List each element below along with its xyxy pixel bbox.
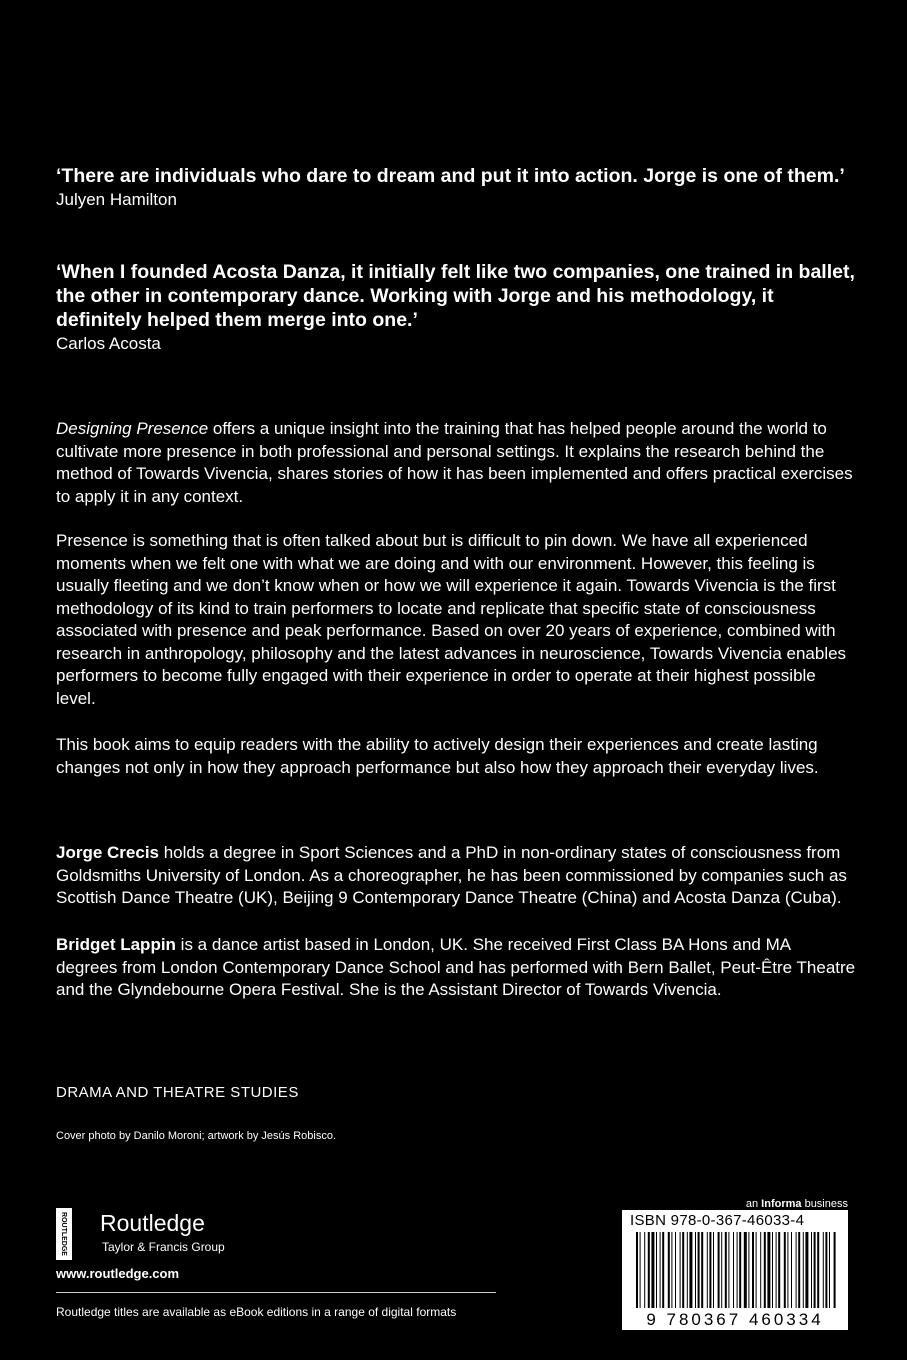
- barcode-bar: [784, 1232, 786, 1308]
- barcode-bar: [772, 1232, 773, 1308]
- barcode-bar: [744, 1232, 747, 1308]
- barcode-bar: [767, 1232, 770, 1308]
- author-bio-1: [56, 842, 856, 910]
- description-text: This book aims to equip readers with the ability to actively design their experiences and create lasting changes not only in how they approach performance but also how they approach their everyday lives.: [56, 735, 819, 777]
- barcode-bar: [687, 1232, 688, 1308]
- author-name: Bridget Lappin: [56, 935, 176, 954]
- barcode-bar: [739, 1232, 741, 1308]
- barcode-bar: [823, 1232, 824, 1308]
- barcode-bar: [817, 1232, 819, 1308]
- barcode-bar: [718, 1232, 720, 1308]
- cover-credit: Cover photo by Danilo Moroni; artwork by Jesús Robisco.: [56, 1130, 337, 1142]
- divider: [56, 1292, 496, 1293]
- barcode-bar: [756, 1232, 757, 1308]
- barcode-bar: [721, 1232, 722, 1308]
- barcode-bar: [725, 1232, 727, 1308]
- barcode-bar: [662, 1232, 664, 1308]
- barcode-digits: 9 780367 460334: [646, 1310, 824, 1329]
- barcode-bar: [748, 1232, 749, 1308]
- barcode-bar: [796, 1232, 797, 1308]
- routledge-vertical-mark-icon: [56, 1208, 72, 1260]
- barcode-bar: [682, 1232, 684, 1308]
- description-paragraph-3: [56, 734, 856, 779]
- barcode-bar: [791, 1232, 792, 1308]
- barcode-bar: [733, 1232, 734, 1308]
- informa-suffix: business: [801, 1198, 848, 1210]
- book-title: Designing Presence: [56, 419, 209, 438]
- isbn-barcode: [622, 1210, 848, 1330]
- barcode-bar: [811, 1232, 812, 1308]
- vertical-mark-text: ROUTLEDGE: [60, 1212, 68, 1256]
- author-bio-2: [56, 934, 856, 1002]
- barcode-bar: [648, 1232, 650, 1308]
- informa-tagline: [740, 1198, 848, 1210]
- barcode-bar: [640, 1232, 641, 1308]
- barcode-bar: [636, 1232, 638, 1308]
- quote-author: Carlos Acosta: [56, 334, 161, 353]
- barcode-bar: [651, 1232, 654, 1308]
- description-text: offers a unique insight into the training that has helped people around the world to cultivate more presence in both professional and personal settings. It explains the research behind the method of Towards Vivencia, shares stories of how it has been implemented and offers practical exercises to apply it in any context.: [56, 419, 853, 506]
- description-paragraph-2: [56, 530, 856, 710]
- quote-1: [56, 164, 856, 212]
- barcode-bar: [776, 1232, 777, 1308]
- informa-prefix: an: [745, 1198, 762, 1210]
- author-name: Jorge Crecis: [56, 843, 159, 862]
- barcode-bar: [787, 1232, 788, 1308]
- barcode-bar: [707, 1232, 708, 1308]
- ebook-note: Routledge titles are available as eBook editions in a range of digital formats: [56, 1305, 457, 1319]
- barcode-bar: [803, 1232, 804, 1308]
- barcode-bar: [689, 1232, 692, 1308]
- quote-2: [56, 260, 856, 356]
- barcode-bar: [760, 1232, 761, 1308]
- barcode-bar: [671, 1232, 672, 1308]
- barcode-bar: [660, 1232, 661, 1308]
- barcode-bar: [737, 1232, 738, 1308]
- author-bio-text: is a dance artist based in London, UK. She received First Class BA Hons and MA degrees from London Contemporary Dance School and has performed with Bern Ballet, Peut-Être Theatre and the Glyndebourne Opera Festival. She is the Assistant Director of Towards Vivencia.: [56, 935, 856, 999]
- quote-author: Julyen Hamilton: [56, 190, 177, 209]
- barcode-bar: [728, 1232, 729, 1308]
- barcode-bar: [675, 1232, 676, 1308]
- barcode-bar: [656, 1232, 657, 1308]
- barcode-bar: [814, 1232, 816, 1308]
- barcode-bar: [778, 1232, 780, 1308]
- routledge-logo: [56, 1208, 246, 1260]
- barcode-bar: [668, 1232, 670, 1308]
- barcode-bar: [752, 1232, 754, 1308]
- description-paragraph-1: [56, 418, 856, 508]
- barcode-bar: [713, 1232, 714, 1308]
- quote-text: ‘When I founded Acosta Danza, it initially felt like two companies, one trained in ballet, the other in contemporary dance. Working with Jorge and his methodology, it definitely helped them merge into one.’: [56, 261, 855, 331]
- barcode-bar: [644, 1232, 645, 1308]
- barcode-bar: [764, 1232, 766, 1308]
- quote-text: ‘There are individuals who dare to dream and put it into action. Jorge is one of them.’: [56, 165, 845, 187]
- publisher-website[interactable]: www.routledge.com: [56, 1266, 180, 1281]
- publisher-group: Taylor & Francis Group: [102, 1240, 225, 1254]
- informa-name: Informa: [761, 1198, 802, 1210]
- isbn-label: ISBN 978-0-367-46033-4: [630, 1212, 805, 1229]
- barcode-bar: [680, 1232, 681, 1308]
- barcode-bar: [709, 1232, 711, 1308]
- subject-category: DRAMA AND THEATRE STUDIES: [56, 1084, 299, 1101]
- barcode-bar: [695, 1232, 696, 1308]
- publisher-name: Routledge: [100, 1210, 205, 1236]
- barcode-bar: [829, 1232, 830, 1308]
- barcode-bar: [825, 1232, 827, 1308]
- description-text: Presence is something that is often talked about but is difficult to pin down. We have all experienced moments when we felt one with what we are doing and with our environment. However, this feeling is usually fleeting and we don’t know when or how we will experience it again. Towards Vivencia is the first methodology of its kind to train performers to locate and replicate that specific state of consciousness associated with presence and peak performance. Based on over 20 years of experience, combined with research in anthropology, philosophy and the latest advances in neuroscience, Towards Vivencia enables performers to become fully engaged with their experience in order to operate at their highest possible level.: [56, 531, 847, 708]
- barcode-bar: [701, 1232, 703, 1308]
- barcode-bar: [798, 1232, 800, 1308]
- barcode-bar: [805, 1232, 808, 1308]
- author-bio-text: holds a degree in Sport Sciences and a PhD in non-ordinary states of consciousness from Goldsmiths University of London. As a choreographer, he has been commissioned by companies such as Scottish Dance Theatre (UK), Beijing 9 Contemporary Dance Theatre (China) and Acosta Danza (Cuba).: [56, 843, 847, 907]
- barcode-bar: [698, 1232, 700, 1308]
- barcode-bar: [834, 1232, 836, 1308]
